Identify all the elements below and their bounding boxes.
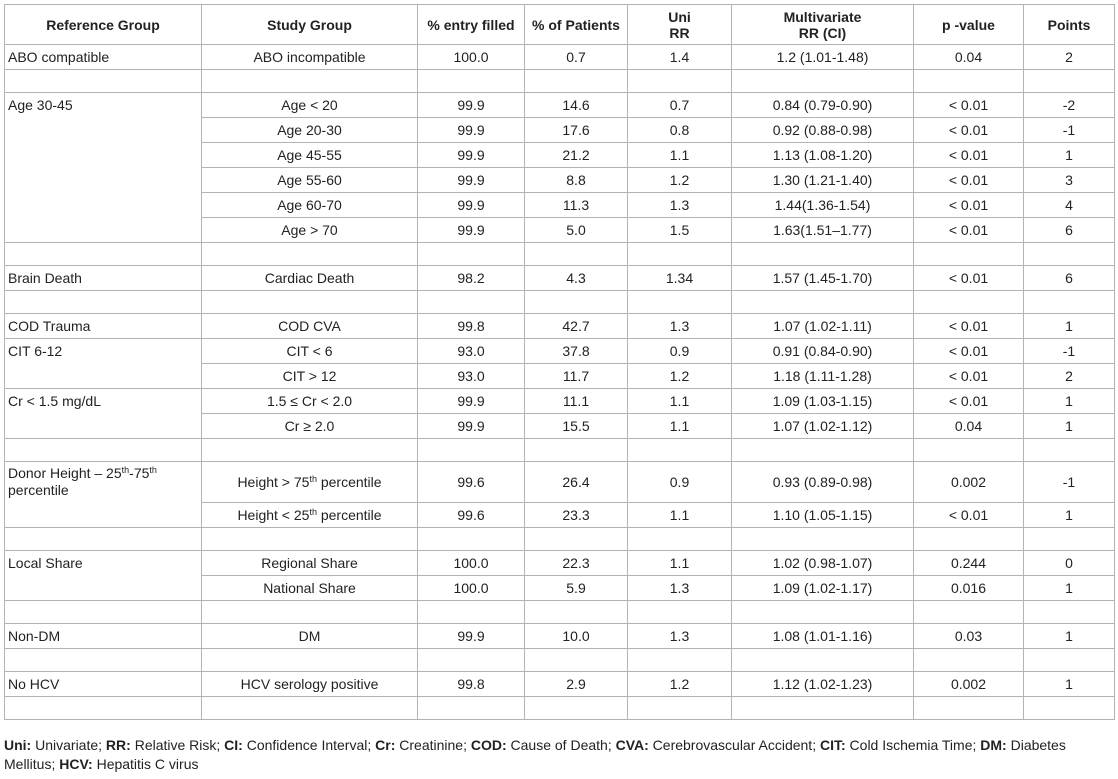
- cell-multi: 1.10 (1.05-1.15): [732, 503, 914, 528]
- header-pct-patients: % of Patients: [525, 5, 628, 45]
- cell-pct: 10.0: [525, 624, 628, 649]
- cell-pct: 2.9: [525, 672, 628, 697]
- cell-study: DM: [202, 624, 418, 649]
- cell-study: Regional Share: [202, 551, 418, 576]
- cell-entry: 99.8: [418, 672, 525, 697]
- cell-reference: [5, 364, 202, 389]
- footnote-term: CI:: [224, 737, 243, 753]
- cell-reference: No HCV: [5, 672, 202, 697]
- cell-multi: 1.02 (0.98-1.07): [732, 551, 914, 576]
- footnote-def: Cold Ischemia Time;: [845, 737, 981, 753]
- table-row: [5, 168, 1115, 193]
- cell-multi: 1.57 (1.45-1.70): [732, 266, 914, 291]
- spacer-row: [5, 243, 1115, 266]
- table-row: [5, 462, 1115, 503]
- cell-pct: 42.7: [525, 314, 628, 339]
- cell-entry: 100.0: [418, 576, 525, 601]
- spacer-row: [5, 70, 1115, 93]
- cell-uni: 1.2: [628, 364, 732, 389]
- cell-reference: [5, 576, 202, 601]
- cell-entry: 93.0: [418, 339, 525, 364]
- ref-text-a: Donor Height – 25: [8, 465, 122, 481]
- cell-reference: [5, 462, 202, 503]
- cell-p: < 0.01: [914, 389, 1024, 414]
- cell-study: 1.5 ≤ Cr < 2.0: [202, 389, 418, 414]
- header-study-group: Study Group: [202, 5, 418, 45]
- cell-multi: 1.08 (1.01-1.16): [732, 624, 914, 649]
- cell-multi: 1.44(1.36-1.54): [732, 193, 914, 218]
- footnote-def: Cerebrovascular Accident;: [648, 737, 820, 753]
- study-text-a: Height < 25: [237, 507, 310, 523]
- table-row: [5, 339, 1115, 364]
- cell-p: 0.002: [914, 462, 1024, 503]
- cell-reference: CIT 6-12: [5, 339, 202, 364]
- cell-entry: 98.2: [418, 266, 525, 291]
- cell-uni: 0.9: [628, 339, 732, 364]
- footnote-def: Diabetes Mellitus;: [4, 737, 1066, 772]
- cell-study: National Share: [202, 576, 418, 601]
- cell-multi: 1.12 (1.02-1.23): [732, 672, 914, 697]
- cell-multi: 1.13 (1.08-1.20): [732, 143, 914, 168]
- cell-entry: 99.9: [418, 218, 525, 243]
- cell-uni: 1.2: [628, 672, 732, 697]
- cell-study: Age 60-70: [202, 193, 418, 218]
- cell-points: -1: [1024, 462, 1115, 503]
- cell-multi: 0.84 (0.79-0.90): [732, 93, 914, 118]
- cell-points: 2: [1024, 45, 1115, 70]
- header-reference-group: Reference Group: [5, 5, 202, 45]
- table-row: [5, 364, 1115, 389]
- cell-multi: 1.09 (1.02-1.17): [732, 576, 914, 601]
- header-entry-filled: % entry filled: [418, 5, 525, 45]
- cell-reference: [5, 168, 202, 193]
- cell-p: 0.002: [914, 672, 1024, 697]
- footnote-def: Cause of Death;: [506, 737, 616, 753]
- cell-points: -1: [1024, 339, 1115, 364]
- cell-entry: 99.6: [418, 503, 525, 528]
- footnote-term: Cr:: [375, 737, 396, 753]
- cell-study: Age < 20: [202, 93, 418, 118]
- cell-study: Age 20-30: [202, 118, 418, 143]
- cell-multi: 1.07 (1.02-1.12): [732, 414, 914, 439]
- cell-reference: [5, 118, 202, 143]
- cell-uni: 1.1: [628, 389, 732, 414]
- cell-entry: 93.0: [418, 364, 525, 389]
- study-sup: th: [309, 474, 317, 484]
- footnote-term: CVA:: [615, 737, 649, 753]
- cell-pct: 15.5: [525, 414, 628, 439]
- cell-multi: 1.07 (1.02-1.11): [732, 314, 914, 339]
- table-row: [5, 414, 1115, 439]
- spacer-row: [5, 291, 1115, 314]
- cell-uni: 1.3: [628, 576, 732, 601]
- cell-pct: 11.3: [525, 193, 628, 218]
- table-row: [5, 118, 1115, 143]
- cell-pct: 23.3: [525, 503, 628, 528]
- cell-study: Age > 70: [202, 218, 418, 243]
- footnote-term: DM:: [980, 737, 1007, 753]
- cell-reference: Brain Death: [5, 266, 202, 291]
- study-text-a: Height > 75: [237, 474, 310, 490]
- cell-points: -1: [1024, 118, 1115, 143]
- cell-pct: 14.6: [525, 93, 628, 118]
- cell-multi: 1.30 (1.21-1.40): [732, 168, 914, 193]
- spacer-row: [5, 528, 1115, 551]
- table-row: [5, 193, 1115, 218]
- cell-reference: ABO compatible: [5, 45, 202, 70]
- cell-study: CIT < 6: [202, 339, 418, 364]
- cell-uni: 1.1: [628, 503, 732, 528]
- cell-p: < 0.01: [914, 168, 1024, 193]
- cell-reference: Local Share: [5, 551, 202, 576]
- ref-text-b: -75: [129, 465, 150, 481]
- cell-reference: [5, 193, 202, 218]
- table-row: [5, 93, 1115, 118]
- cell-p: < 0.01: [914, 364, 1024, 389]
- study-text-b: percentile: [316, 507, 382, 523]
- abbreviations-footnote: [4, 736, 1114, 774]
- cell-pct: 8.8: [525, 168, 628, 193]
- cell-study: Cr ≥ 2.0: [202, 414, 418, 439]
- cell-reference: [5, 143, 202, 168]
- cell-uni: 1.5: [628, 218, 732, 243]
- cell-entry: 99.9: [418, 624, 525, 649]
- cell-entry: 100.0: [418, 45, 525, 70]
- cell-pct: 22.3: [525, 551, 628, 576]
- table-row: [5, 45, 1115, 70]
- cell-p: < 0.01: [914, 266, 1024, 291]
- cell-reference: [5, 414, 202, 439]
- cell-points: 1: [1024, 143, 1115, 168]
- cell-p: 0.03: [914, 624, 1024, 649]
- cell-points: 1: [1024, 672, 1115, 697]
- table-row: [5, 672, 1115, 697]
- cell-study: ABO incompatible: [202, 45, 418, 70]
- cell-p: < 0.01: [914, 143, 1024, 168]
- header-uni-rr-line2: RR: [669, 24, 690, 41]
- cell-points: 6: [1024, 266, 1115, 291]
- spacer-row: [5, 439, 1115, 462]
- header-multivariate-rr: [732, 5, 914, 45]
- cell-reference: [5, 218, 202, 243]
- risk-score-table: [4, 4, 1115, 720]
- header-p-value: p -value: [914, 5, 1024, 45]
- footnote-term: HCV:: [59, 756, 93, 772]
- cell-multi: 0.92 (0.88-0.98): [732, 118, 914, 143]
- cell-points: 2: [1024, 364, 1115, 389]
- cell-multi: 1.18 (1.11-1.28): [732, 364, 914, 389]
- cell-points: 1: [1024, 624, 1115, 649]
- cell-points: 1: [1024, 414, 1115, 439]
- cell-p: 0.04: [914, 414, 1024, 439]
- cell-reference: Non-DM: [5, 624, 202, 649]
- cell-study: [202, 462, 418, 503]
- cell-uni: 0.9: [628, 462, 732, 503]
- cell-points: 1: [1024, 314, 1115, 339]
- ref-text-c: percentile: [8, 482, 69, 498]
- table-row: [5, 143, 1115, 168]
- cell-points: -2: [1024, 93, 1115, 118]
- cell-uni: 0.7: [628, 93, 732, 118]
- cell-multi: 1.2 (1.01-1.48): [732, 45, 914, 70]
- ref-sup-1: th: [121, 465, 130, 475]
- cell-study: Age 55-60: [202, 168, 418, 193]
- spacer-row: [5, 649, 1115, 672]
- table-row: [5, 624, 1115, 649]
- table-row: [5, 266, 1115, 291]
- spacer-row: [5, 601, 1115, 624]
- cell-uni: 1.3: [628, 193, 732, 218]
- cell-reference: Age 30-45: [5, 93, 202, 118]
- cell-p: 0.04: [914, 45, 1024, 70]
- cell-uni: 1.34: [628, 266, 732, 291]
- cell-points: 1: [1024, 576, 1115, 601]
- footnote-def: Confidence Interval;: [242, 737, 376, 753]
- footnote-def: Creatinine;: [395, 737, 471, 753]
- cell-points: 4: [1024, 193, 1115, 218]
- cell-entry: 99.9: [418, 143, 525, 168]
- cell-reference: [5, 503, 202, 528]
- table-row: [5, 314, 1115, 339]
- cell-multi: 0.91 (0.84-0.90): [732, 339, 914, 364]
- footnote-term: Uni:: [4, 737, 32, 753]
- cell-pct: 21.2: [525, 143, 628, 168]
- cell-uni: 1.1: [628, 551, 732, 576]
- cell-uni: 0.8: [628, 118, 732, 143]
- cell-pct: 5.0: [525, 218, 628, 243]
- cell-multi: 0.93 (0.89-0.98): [732, 462, 914, 503]
- header-uni-rr-line1: Uni: [668, 8, 691, 25]
- cell-study: Age 45-55: [202, 143, 418, 168]
- table-row: [5, 551, 1115, 576]
- cell-p: < 0.01: [914, 503, 1024, 528]
- cell-study: HCV serology positive: [202, 672, 418, 697]
- table-row: [5, 218, 1115, 243]
- cell-reference: Cr < 1.5 mg/dL: [5, 389, 202, 414]
- cell-entry: 99.9: [418, 389, 525, 414]
- cell-study: COD CVA: [202, 314, 418, 339]
- cell-p: < 0.01: [914, 118, 1024, 143]
- footnote-term: CIT:: [819, 737, 846, 753]
- cell-entry: 99.9: [418, 168, 525, 193]
- footnote-def: Univariate;: [31, 737, 106, 753]
- cell-multi: 1.09 (1.03-1.15): [732, 389, 914, 414]
- cell-p: 0.016: [914, 576, 1024, 601]
- cell-uni: 1.3: [628, 314, 732, 339]
- cell-study: Cardiac Death: [202, 266, 418, 291]
- table-row: [5, 503, 1115, 528]
- cell-pct: 37.8: [525, 339, 628, 364]
- cell-entry: 99.9: [418, 118, 525, 143]
- table-row: [5, 389, 1115, 414]
- cell-entry: 99.9: [418, 193, 525, 218]
- study-text-b: percentile: [316, 474, 382, 490]
- footnote-term: COD:: [470, 737, 507, 753]
- cell-entry: 100.0: [418, 551, 525, 576]
- cell-pct: 26.4: [525, 462, 628, 503]
- header-points: Points: [1024, 5, 1115, 45]
- header-multi-line1: Multivariate: [783, 8, 862, 25]
- ref-sup-2: th: [149, 465, 157, 475]
- cell-entry: 99.9: [418, 93, 525, 118]
- header-row: [5, 5, 1115, 45]
- cell-uni: 1.1: [628, 143, 732, 168]
- cell-p: < 0.01: [914, 218, 1024, 243]
- cell-entry: 99.9: [418, 414, 525, 439]
- study-sup: th: [309, 507, 317, 517]
- table-row: [5, 576, 1115, 601]
- footnote-def: Hepatitis C virus: [92, 756, 199, 772]
- cell-uni: 1.4: [628, 45, 732, 70]
- cell-p: < 0.01: [914, 93, 1024, 118]
- cell-points: 1: [1024, 389, 1115, 414]
- cell-uni: 1.2: [628, 168, 732, 193]
- cell-pct: 0.7: [525, 45, 628, 70]
- cell-entry: 99.6: [418, 462, 525, 503]
- cell-pct: 11.1: [525, 389, 628, 414]
- cell-entry: 99.8: [418, 314, 525, 339]
- cell-pct: 5.9: [525, 576, 628, 601]
- cell-uni: 1.1: [628, 414, 732, 439]
- cell-pct: 17.6: [525, 118, 628, 143]
- cell-points: 3: [1024, 168, 1115, 193]
- cell-p: 0.244: [914, 551, 1024, 576]
- spacer-row: [5, 697, 1115, 720]
- cell-pct: 4.3: [525, 266, 628, 291]
- footnote-def: Relative Risk;: [130, 737, 225, 753]
- cell-reference: COD Trauma: [5, 314, 202, 339]
- cell-study: [202, 503, 418, 528]
- cell-pct: 11.7: [525, 364, 628, 389]
- cell-p: < 0.01: [914, 193, 1024, 218]
- cell-uni: 1.3: [628, 624, 732, 649]
- header-uni-rr: [628, 5, 732, 45]
- cell-points: 0: [1024, 551, 1115, 576]
- cell-p: < 0.01: [914, 314, 1024, 339]
- cell-points: 1: [1024, 503, 1115, 528]
- cell-points: 6: [1024, 218, 1115, 243]
- footnote-term: RR:: [105, 737, 131, 753]
- cell-study: CIT > 12: [202, 364, 418, 389]
- cell-p: < 0.01: [914, 339, 1024, 364]
- cell-multi: 1.63(1.51–1.77): [732, 218, 914, 243]
- header-multi-line2: RR (CI): [798, 24, 847, 41]
